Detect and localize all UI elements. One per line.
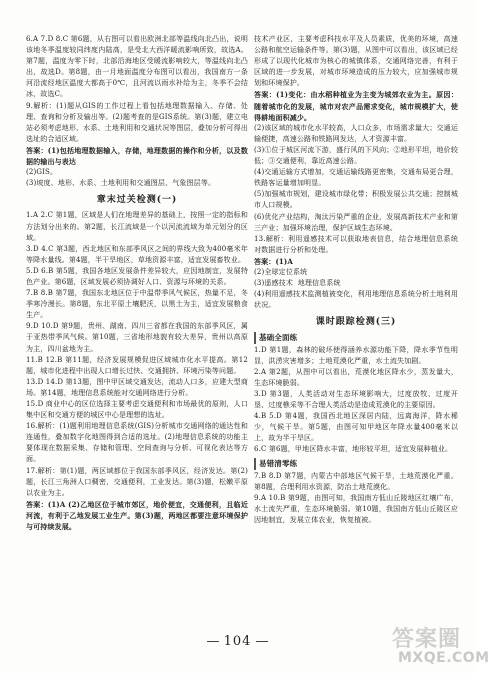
answer-paragraph: 13.解析：利用遥感技术可以获取地表信息，结合地理信息系统对数据进行分析和处理。 bbox=[254, 234, 458, 254]
answer-paragraph: 4.B 5.D 第4题，我国西北地区深居内陆，远离海洋，降水稀少，气候干旱。第5题，由图可知甲地区年降水量400毫米以上，故为半干旱区。 bbox=[254, 412, 458, 443]
answer-paragraph: (2)GIS。 bbox=[26, 168, 58, 177]
answer-paragraph: 答案：(1)A (2)乙地区位于城市郊区，地价便宜，交通便利，且临近河流，有利于乙地发展工业生产。第(3)题，两地区都要注意环境保护与可持续发展。 bbox=[26, 499, 248, 532]
answer-paragraph: (5)加强城市规划，建设城市绿化带；积极发展公共交通；控制城市人口规模。 bbox=[254, 190, 458, 210]
section-title: 课时跟踪检测(三) bbox=[315, 317, 397, 328]
page-number-value: 104 bbox=[223, 634, 252, 649]
answer-paragraph: (6)优化产业结构，淘汰污染严重的企业，发展高新技术产业和第三产业；加强环境治理，保护区域生态环境。 bbox=[254, 212, 458, 232]
answer-paragraph: 1.A 2.C 第1题，区域是人们在地理差异的基础上，按照一定的指标和方法划分出来的。第2题，长江流域是一个以河流流域为单元划分的区域。 bbox=[26, 211, 248, 242]
answer-paragraph: 13.D 14.D 第13题，图中甲区域交通发达，流动人口多，应建大型商场。第14题，地理信息系统能对交通网络进行分析。 bbox=[26, 377, 248, 397]
answer-paragraph: 7.B 8.B 第7题，我国东北地区位于中温带季风气候区，热量不足，冬季寒冷漫长。第8题，东北平原土壤肥沃，以黑土为主，适宜发展粮食生产。 bbox=[26, 289, 248, 320]
answer-paragraph: 答案：(1)包括地理数据输入，存储，地理数据的操作和分析，以及数据的输出与表达 bbox=[26, 145, 248, 167]
answer-paragraph: 答案：(1)变化：由水稻种植业为主变为城郊农业为主。原因：随着城市化的发展，城市对农产品需求变化，城市规模扩大，使得耕地面积减少。 bbox=[254, 90, 458, 122]
answer-paragraph: (4)利用遥感技术监测植被变化，利用地理信息系统分析土地利用状况。 bbox=[254, 290, 458, 310]
answer-paragraph: 7.B 8.D 第7题，内蒙古中部地区气候干旱，土地荒漠化严重。第8题，合理利用水资源，防治土地荒漠化。 bbox=[254, 471, 458, 491]
answer-paragraph: (3)遥感技术 地理信息系统 bbox=[254, 279, 341, 288]
answer-paragraph: 3.D 第3题，人类活动对生态环境影响大，过度放牧、过度开垦、过度樵采等不合理人类活动是造成荒漠化的主要原因。 bbox=[254, 389, 458, 409]
answer-paragraph: 技术产业区，主要考虑科技水平及人员素质，优美的环境，高速公路和航空运输条件等。第(3)题，从图中可以看出，该区域已经形成了以现代化城市为核心的城镇体系，交通网络完善，有利于区域的进一步发展，对城市环境造成的压力较大，应加强城市规划和环境保护。 bbox=[254, 35, 458, 88]
answer-paragraph: (4)交通运输方式增加，交通运输线路更密集，交通布局更合理，铁路客运量增加明显。 bbox=[254, 168, 458, 188]
answer-paragraph: 9.D 10.D 第9题，贵州、湖南、四川三省都在我国的东部季风区，属于亚热带季风气候。第10题，三省地形地貌有较大差异，贵州以高原为主，四川盆地为主。 bbox=[26, 322, 248, 353]
answer-paragraph: (3)①位于城区河流下游，盛行风的下风向；②地形平坦，地价较低；③交通便利，靠近高速公路。 bbox=[254, 145, 458, 166]
answer-paragraph: 答案：(1)A bbox=[254, 256, 293, 266]
answer-paragraph: 9.解析：(1)题从GIS的工作过程上看包括地理数据输入、存储、处理、查询和分析及输出等。(2)题考查的是GIS系统。第(3)题，建立电站必须考虑地形、水系、土地利用和交通状况等图层，叠加分析可得出选址的合适区域。 bbox=[26, 101, 248, 143]
answer-paragraph: (2)全球定位系统 bbox=[254, 267, 308, 276]
left-column bbox=[26, 34, 248, 532]
page-number: — 104 — bbox=[206, 634, 269, 649]
answer-paragraph: (3)坡度、地形、水系、土地利用和交通图层、气象图层等。 bbox=[26, 179, 216, 188]
answer-paragraph: 17.解析：第(1)题，两区域都位于我国东部季风区，经济发达。第(2)题，长江三角洲人口稠密，交通便利，工业发达。第(3)题，松嫩平原以农业为主。 bbox=[26, 466, 248, 497]
watermark-url: MXQE.COM bbox=[398, 650, 490, 666]
answer-paragraph: (2)该区域的城市化水平较高，人口众多，市场需求量大；交通运输便捷，高速公路和铁路网发达，人才资源丰富。 bbox=[254, 123, 458, 143]
answer-paragraph: 6.A 7.D 8.C 第6题，从右图可以看出欧洲北部等温线向北凸出，说明该地冬季温度较同纬度内陆高，是受北大西洋暖流影响所致，故选A。第7题，温度为零下时，北部沿海地区受暖流影响较大，等温线向北凸出，故选D。第8题，由一月地面温度分布图可以看出，我国南方一条河沿流经地区温度大都高于0℃，且河流以雨水补给为主，冬季不会结冰，故选C。 bbox=[26, 35, 248, 99]
answer-paragraph: 15.D 商业中心的区位选择主要考虑交通便利和市场最优的原则，人口集中区和交通方便的城区中心是理想的选址。 bbox=[26, 400, 248, 420]
answer-paragraph: 5.D 6.B 第5题，我国各地区发展条件差异较大，应因地制宜，发展特色产业。第6题，区域发展必须协调好人口、资源与环境的关系。 bbox=[26, 266, 248, 286]
section-title: 章末过关检测(一) bbox=[96, 195, 178, 206]
answer-paragraph: 9.A 10.B 第9题，由图可知，我国南方低山丘陵地区红壤广布，水土流失严重，生态环境脆弱。第10题，我国南方低山丘陵区应因地制宜，发展立体农业，恢复植被。 bbox=[254, 493, 458, 524]
answer-paragraph: 3.D 4.C 第3题，西北地区和东部季风区之间的界线大致为400毫米年等降水量线。第4题，半干旱地区，草地资源丰富，适宜发展畜牧业。 bbox=[26, 244, 248, 264]
answer-paragraph: 2.A 第2题，从图中可以看出，荒漠化地区降水少，蒸发量大，生态环境脆弱。 bbox=[254, 367, 458, 387]
watermark-text: 答案圈 bbox=[392, 627, 462, 652]
answer-paragraph: 16.解析：(1)题利用地理信息系统(GIS)分析城市交通网络的通达性和连通性，叠加数字化地图得到合适的选址。(2)地理信息系统的功能主要体现在数据采集、存储和管理、空间查询与分析、可视化表达等方面。 bbox=[26, 422, 248, 464]
right-column bbox=[254, 34, 458, 526]
answer-paragraph: 6.C 第6题，甲地区降水丰富，地形较平坦，适宜发展种植业。 bbox=[254, 445, 453, 454]
subsection-title: 易错清零练 bbox=[254, 458, 458, 469]
subsection-title: 基础全面练 bbox=[254, 332, 458, 343]
answer-paragraph: 1.D 第1题，森林的破坏使得涵养水源功能下降，降水季节性明显，洪涝灾害增多；土地荒漠化严重，水土流失加剧。 bbox=[254, 345, 458, 365]
answer-paragraph: 11.B 12.B 第11题，经济发展规模促进区域城市化水平提高。第12题，城市化进程中出现人口增长过快、交通拥挤、环境污染等问题。 bbox=[26, 355, 248, 375]
